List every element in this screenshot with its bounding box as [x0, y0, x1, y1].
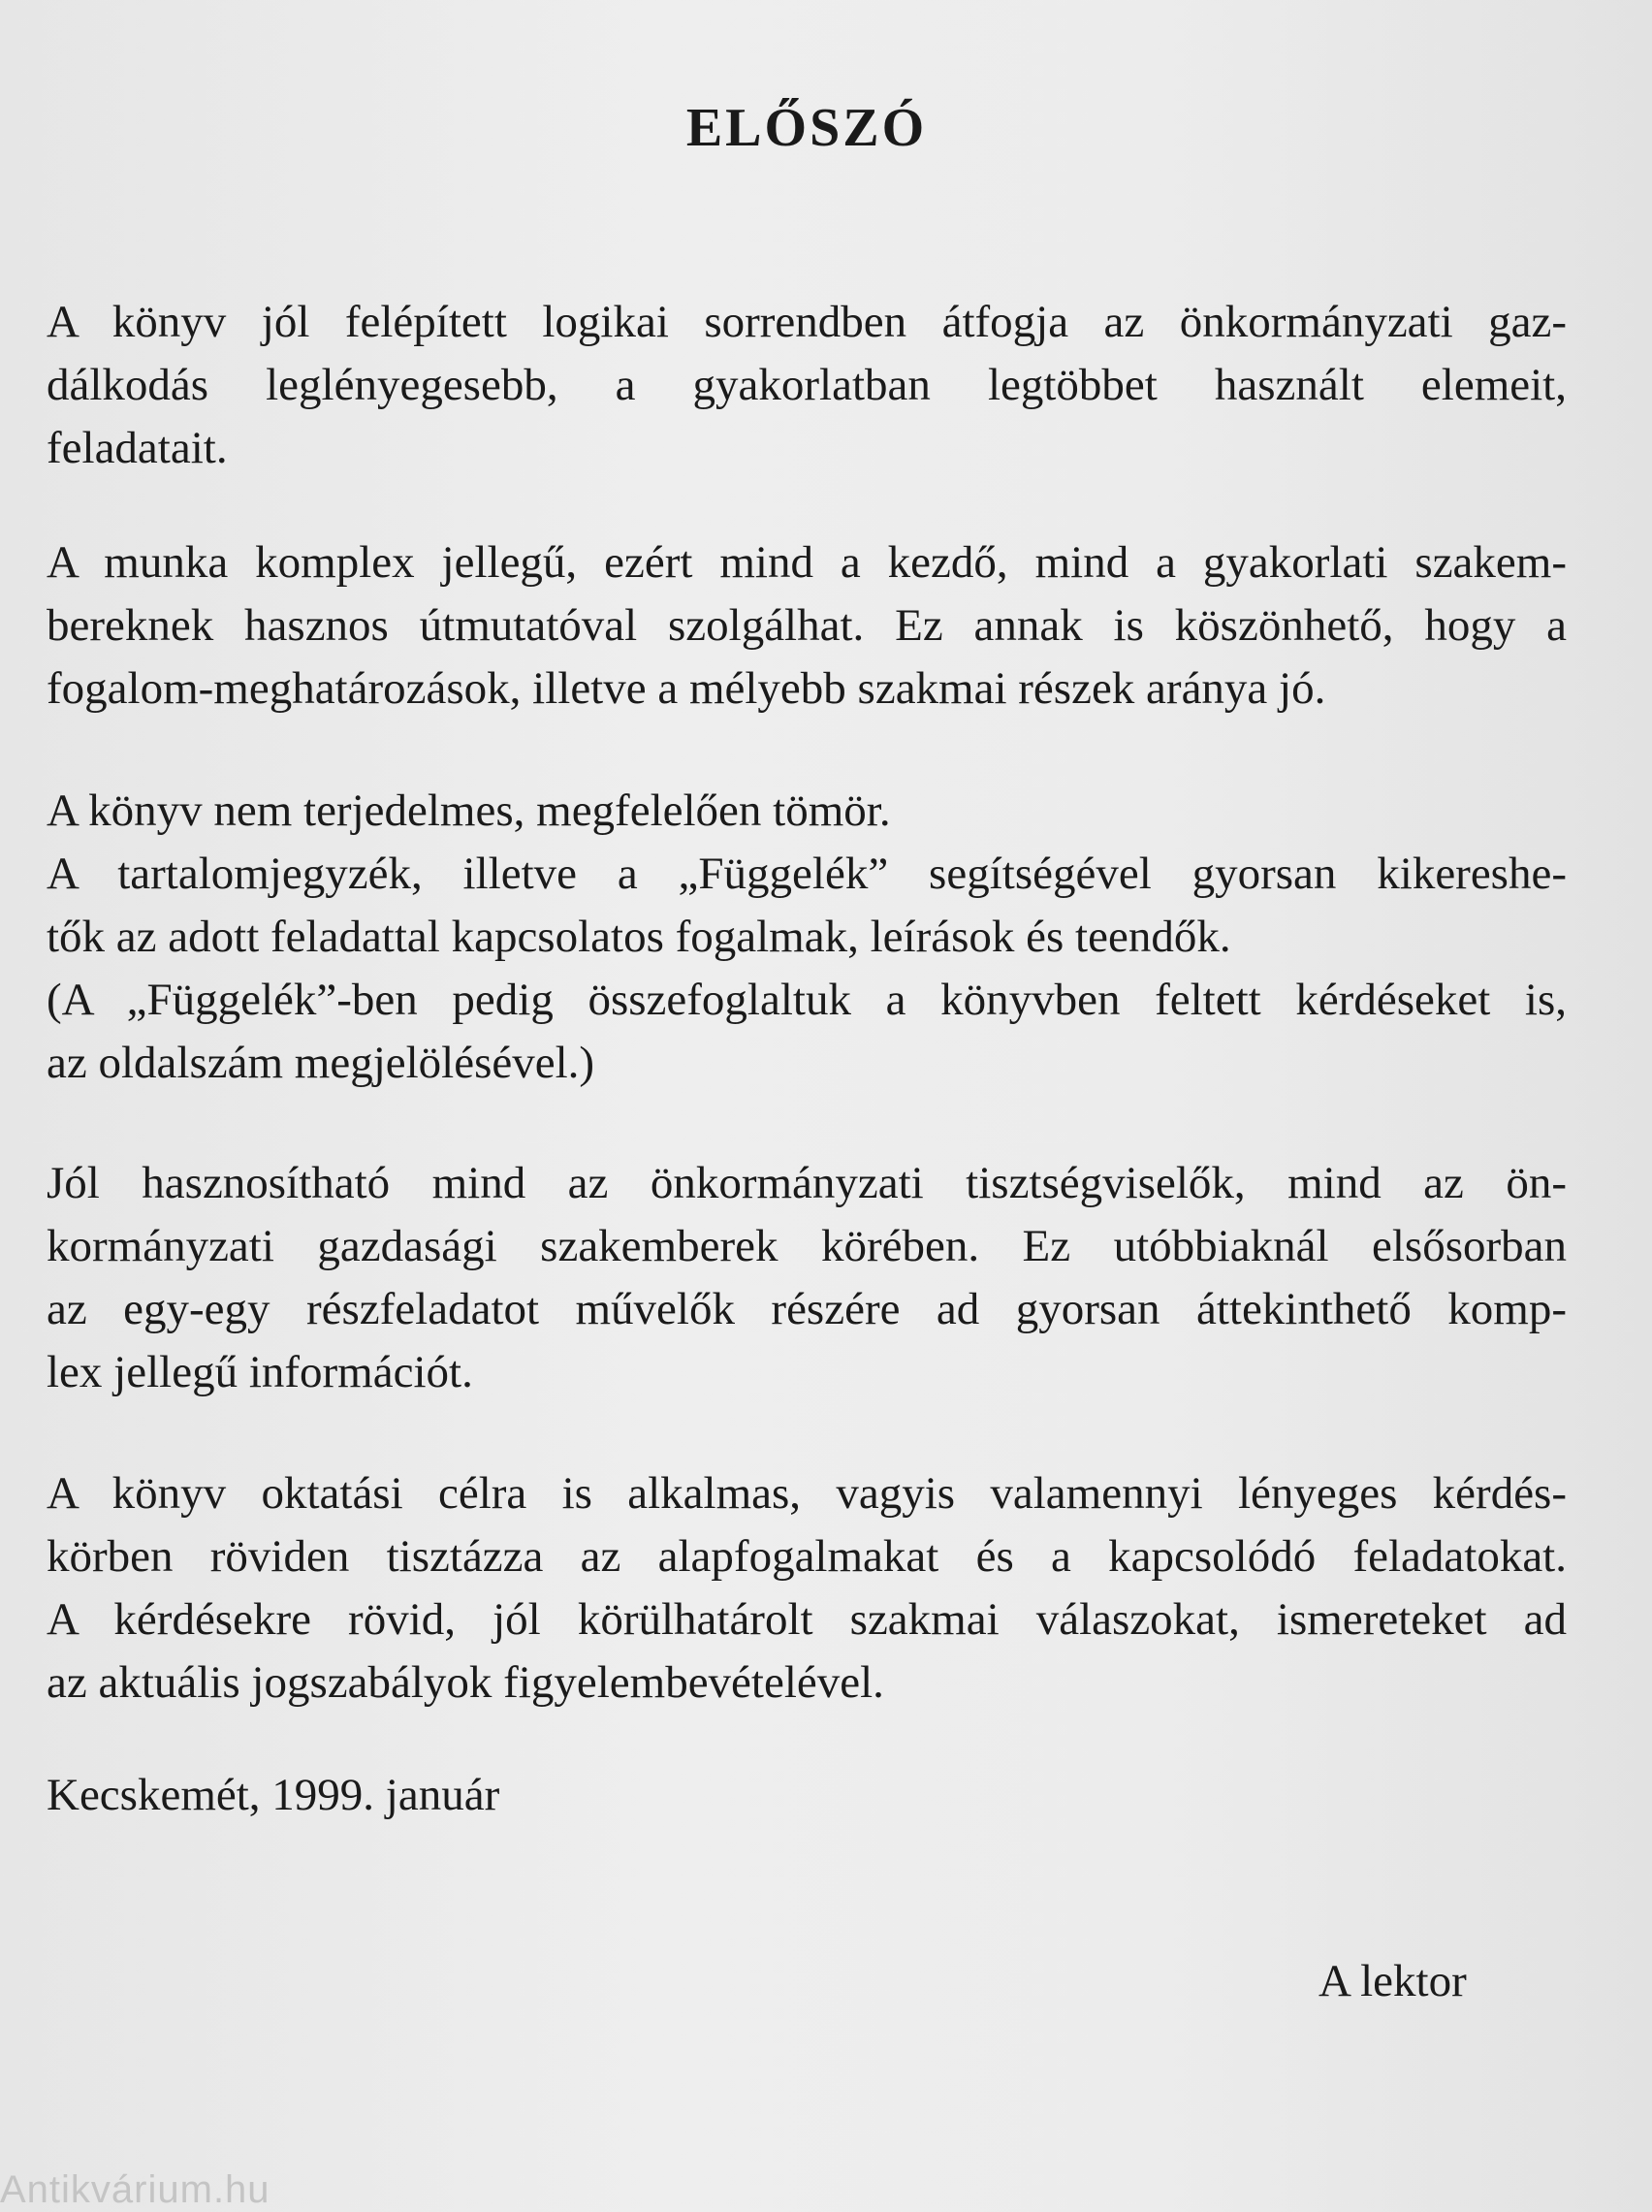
paragraph-1	[47, 291, 1567, 480]
paragraph-2	[47, 531, 1567, 721]
text-line: A könyv oktatási célra is alkalmas, vagyis valamennyi lényeges kérdés-	[47, 1468, 1567, 1519]
text-line: az egy-egy részfeladatot művelők részére ad gyorsan áttekinthető komp-	[47, 1284, 1567, 1334]
date-place: Kecskemét, 1999. január	[47, 1770, 500, 1820]
text-line: az oldalszám megjelölésével.)	[47, 1038, 595, 1088]
text-line: feladatait.	[47, 423, 228, 473]
text-line: A munka komplex jellegű, ezért mind a kezdő, mind a gyakorlati szakem-	[47, 537, 1567, 588]
paragraph-5	[47, 1462, 1567, 1715]
text-line: Jól hasznosítható mind az önkormányzati tisztségviselők, mind az ön-	[47, 1158, 1567, 1208]
text-line: (A „Függelék”-ben pedig összefoglaltuk a könyvben feltett kérdéseket is,	[47, 975, 1567, 1025]
text-line: A könyv nem terjedelmes, megfelelően tömör.	[47, 785, 891, 836]
text-line: tők az adott feladattal kapcsolatos fogalmak, leírások és teendők.	[47, 912, 1231, 962]
watermark: Antikvárium.hu	[0, 2168, 270, 2211]
text-line: bereknek hasznos útmutatóval szolgálhat. Ez annak is köszönhető, hogy a	[47, 600, 1567, 651]
text-line: körben röviden tisztázza az alapfogalmakat és a kapcsolódó feladatokat.	[47, 1531, 1567, 1582]
text-line: A könyv jól felépített logikai sorrendben átfogja az önkormányzati gaz-	[47, 297, 1567, 347]
paragraph-4	[47, 1152, 1567, 1404]
text-line: lex jellegű információt.	[47, 1347, 473, 1397]
text-line: kormányzati gazdasági szakemberek körében. Ez utóbbiaknál elsősorban	[47, 1221, 1567, 1271]
page-title: ELŐSZÓ	[685, 98, 928, 158]
text-line: A kérdésekre rövid, jól körülhatárolt szakmai válaszokat, ismereteket ad	[47, 1594, 1567, 1645]
text-line: az aktuális jogszabályok figyelembevételével.	[47, 1657, 884, 1708]
text-line: dálkodás leglényegesebb, a gyakorlatban legtöbbet használt elemeit,	[47, 360, 1567, 410]
text-line: A tartalomjegyzék, illetve a „Függelék” segítségével gyorsan kikereshe-	[47, 849, 1567, 899]
paragraph-3	[47, 780, 1567, 1095]
text-line: fogalom-meghatározások, illetve a mélyebb szakmai részek aránya jó.	[47, 663, 1326, 714]
signature: A lektor	[1318, 1956, 1467, 2006]
